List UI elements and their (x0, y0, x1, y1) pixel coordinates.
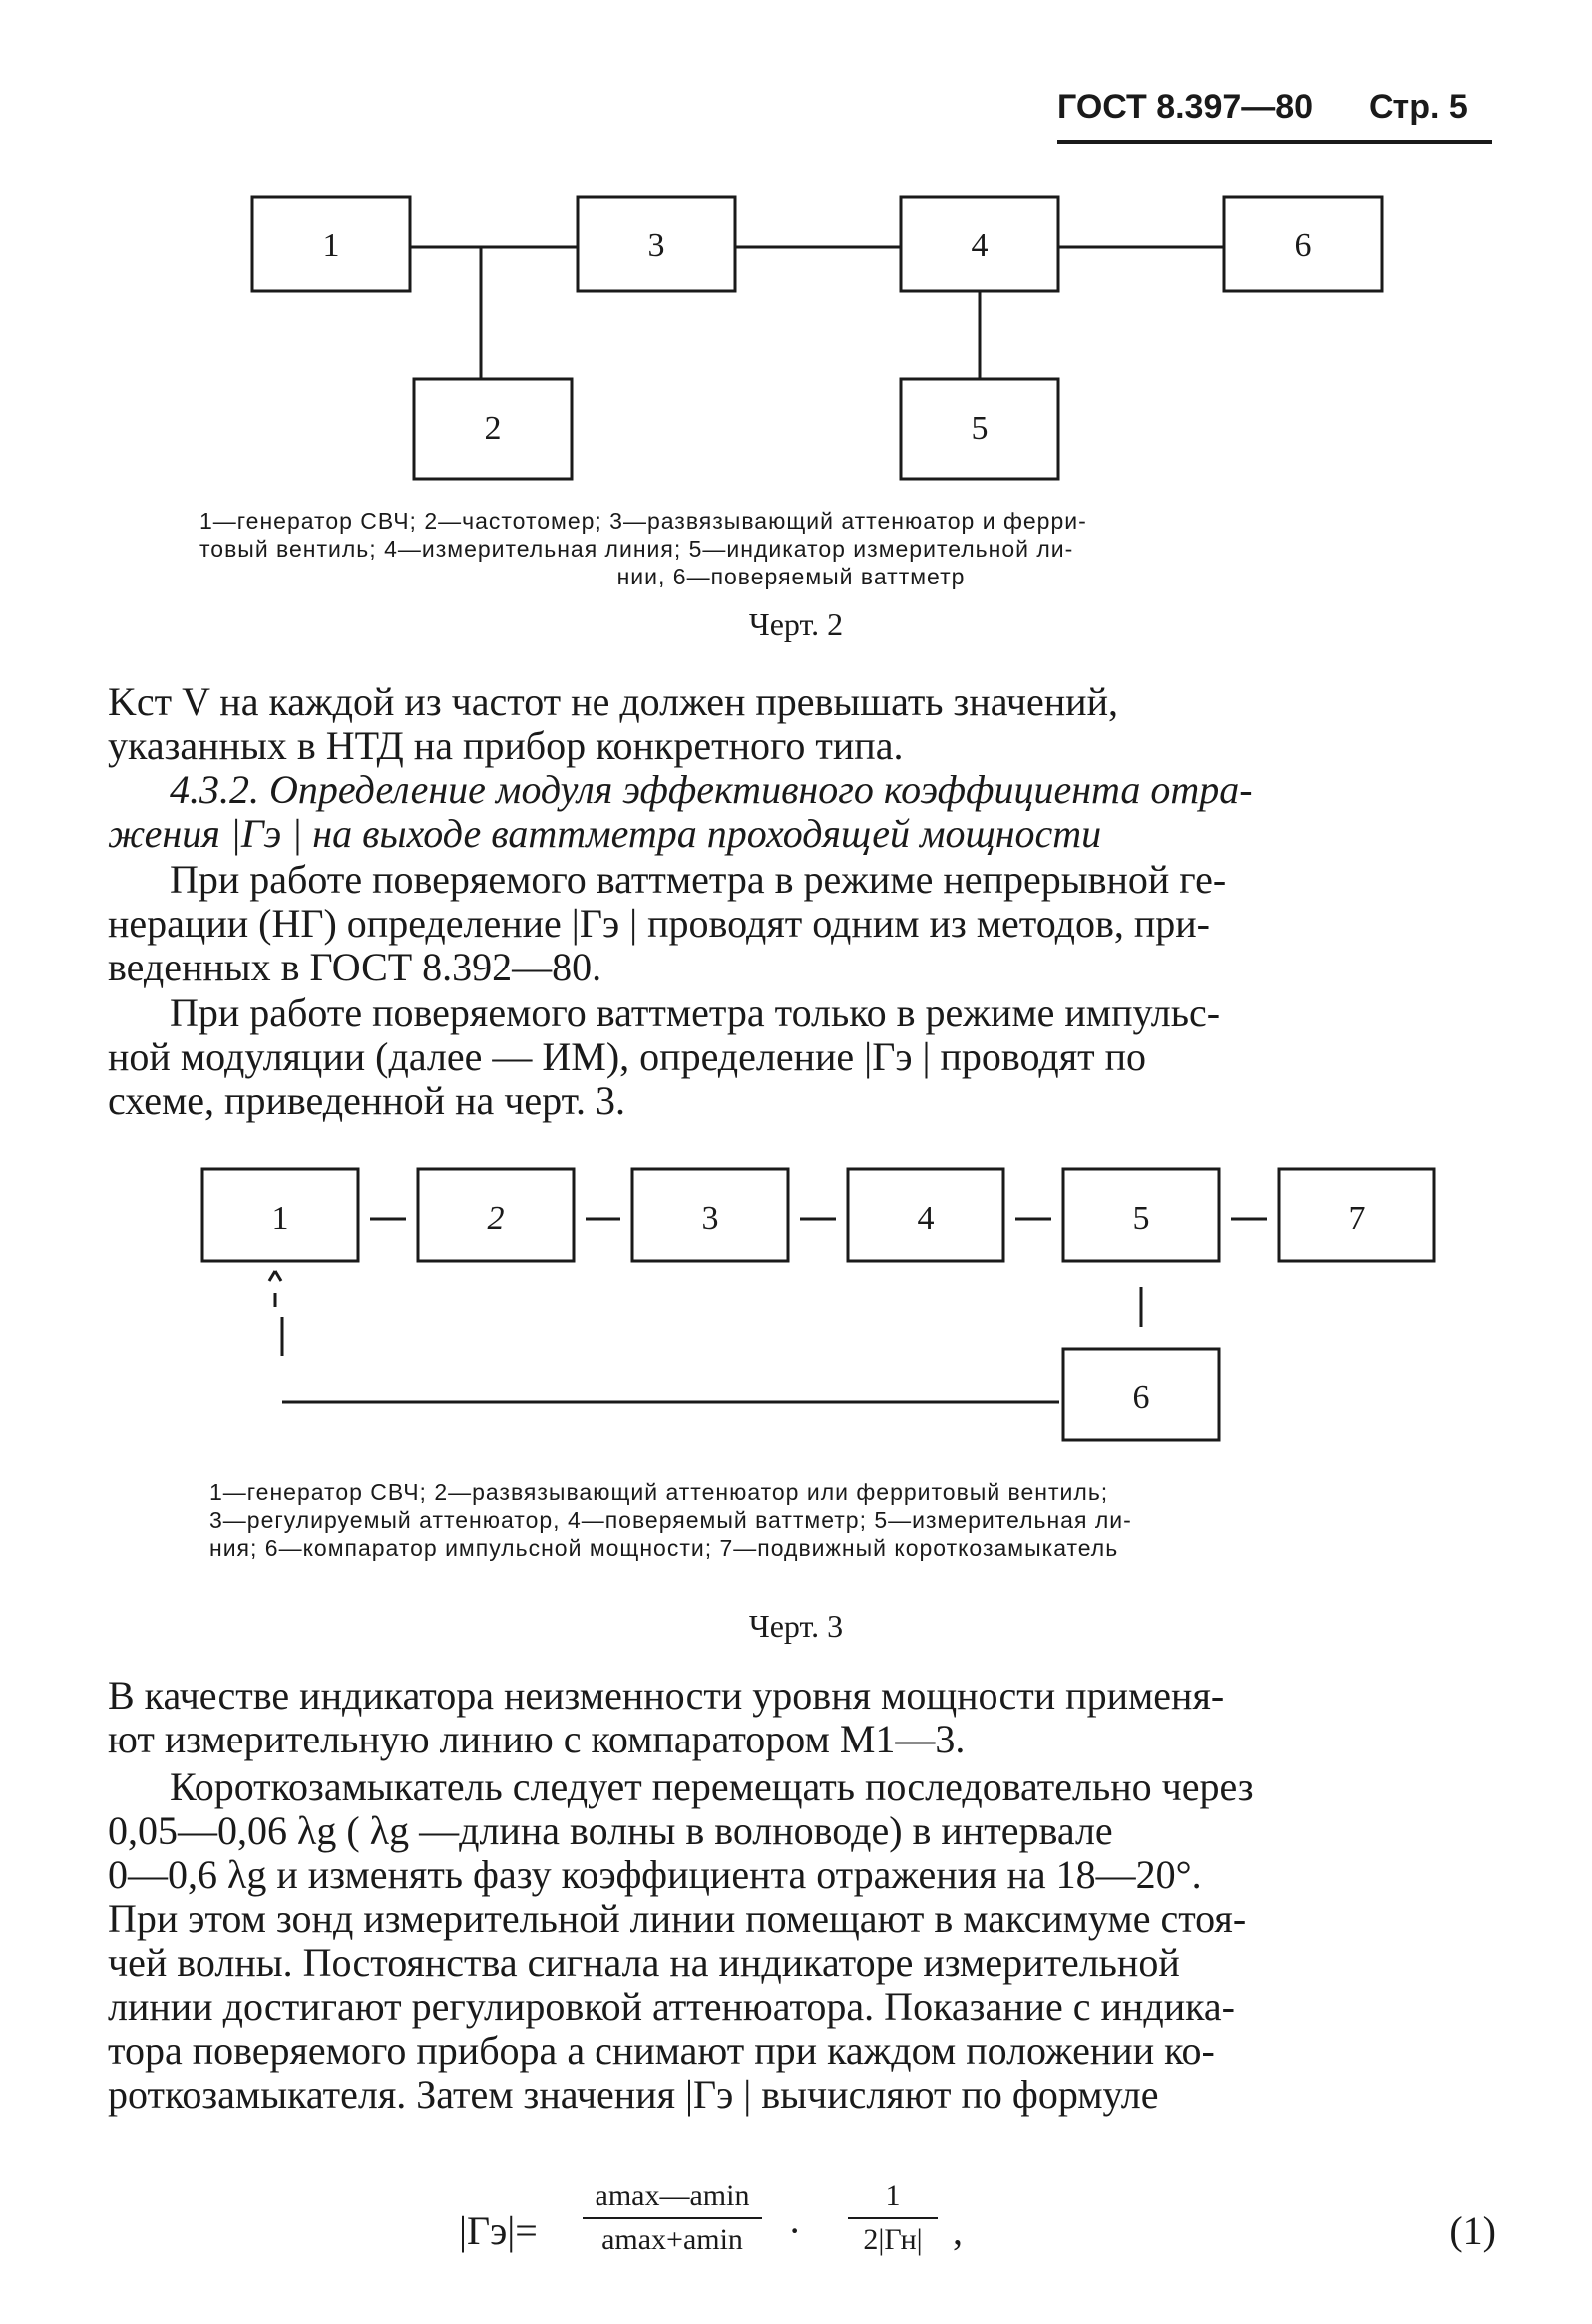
fig3-arrow-head-left (269, 1271, 275, 1281)
figure-3-caption (209, 1478, 1377, 1562)
formula-1 (459, 2179, 1496, 2289)
text-line: ют измерительную линию с компаратором М1—3. (108, 1717, 966, 1761)
formula-fraction-1 (583, 2179, 762, 2257)
text-line: Kст V на каждой из частот не должен превышать значений, (108, 679, 1118, 724)
text-line: веденных в ГОСТ 8.392—80. (108, 945, 602, 989)
section-4-3-2 (108, 768, 1492, 856)
caption-line: 3—регулируемый аттенюатор, 4—поверяемый ваттметр; 5—измерительная ли- (209, 1507, 1132, 1533)
paragraph-short-circuit (108, 1765, 1492, 2117)
formula-numerator-1: amax—amin (583, 2179, 762, 2219)
text-line: нерации (НГ) определение |Гэ | проводят одним из методов, при- (108, 901, 1210, 946)
figure-3-label: Черт. 3 (748, 1608, 844, 1644)
text-line: При работе поверяемого ваттметра в режиме непрерывной ге- (170, 857, 1227, 902)
paragraph-kst (108, 680, 1492, 768)
section-heading-line: жения |Гэ | на выходе ваттметра проходящей мощности (108, 811, 1102, 856)
formula-numerator-2: 1 (848, 2179, 938, 2219)
fig2-label-4: 4 (971, 227, 989, 264)
text-line: ной модуляции (далее — ИМ), определение |Гэ | проводят по (108, 1034, 1146, 1079)
text-line: При работе поверяемого ваттметра только в режиме импульс- (170, 990, 1221, 1035)
text-line: схеме, приведенной на черт. 3. (108, 1078, 626, 1123)
fig2-label-5: 5 (971, 410, 989, 447)
text-line: 0—0,6 λg и изменять фазу коэффициента отражения на 18—20°. (108, 1852, 1202, 1897)
fig3-label-3: 3 (701, 1200, 719, 1237)
text-line: чей волны. Постоянства сигнала на индикаторе измерительной (108, 1940, 1180, 1985)
figure-3-diagram (0, 1127, 1592, 1466)
fig3-label-4: 4 (917, 1200, 935, 1237)
caption-line: товый вентиль; 4—измерительная линия; 5—индикатор измерительной ли- (199, 536, 1074, 562)
text-line: Короткозамыкатель следует перемещать последовательно через (170, 1764, 1254, 1809)
text-line: роткозамыкателя. Затем значения |Гэ | вычисляют по формуле (108, 2072, 1159, 2117)
caption-line: 1—генератор СВЧ; 2—частотомер; 3—развязывающий аттенюатор и ферри- (199, 508, 1087, 534)
caption-line: нии, 6—поверяемый ваттметр (616, 564, 966, 589)
text-line: тора поверяемого прибора a снимают при каждом положении ко- (108, 2028, 1215, 2073)
text-line: В качестве индикатора неизменности уровня мощности применя- (108, 1673, 1225, 1718)
page-number: Стр. 5 (1369, 88, 1468, 126)
caption-line: 1—генератор СВЧ; 2—развязывающий аттенюатор или ферритовый вентиль; (209, 1479, 1109, 1505)
formula-denominator-1: amax+amin (601, 2223, 743, 2256)
fig3-label-7: 7 (1348, 1200, 1366, 1237)
figure-2-diagram (0, 180, 1592, 499)
fig2-label-1: 1 (322, 227, 340, 264)
figure-2-label: Черт. 2 (748, 606, 844, 642)
formula-lhs: |Гэ|= (459, 2208, 538, 2253)
fig2-label-2: 2 (484, 410, 502, 447)
text-line: линии достигают регулировкой аттенюатора. Показание с индика- (108, 1984, 1235, 2029)
formula-comma: , (953, 2208, 963, 2253)
paragraph-indicator (108, 1674, 1492, 1761)
fig2-label-3: 3 (647, 227, 665, 264)
caption-line: ния; 6—компаратор импульсной мощности; 7—подвижный короткозамыкатель (209, 1535, 1119, 1561)
text-line: 0,05—0,06 λg ( λg —длина волны в волноводе) в интервале (108, 1808, 1113, 1853)
text-line: указанных в НТД на прибор конкретного типа. (108, 723, 904, 768)
page-header (1057, 88, 1476, 140)
fig3-arrow-head-right (275, 1271, 281, 1281)
figure-2-caption (199, 507, 1383, 590)
formula-dot: · (788, 2208, 802, 2253)
fig3-label-2: 2 (487, 1200, 505, 1237)
paragraph-im (108, 991, 1492, 1123)
fig2-label-6: 6 (1294, 227, 1312, 264)
formula-denominator-2: 2|Гн| (863, 2223, 923, 2256)
paragraph-ng (108, 858, 1492, 989)
equation-number: (1) (1449, 2208, 1496, 2253)
formula-fraction-2 (848, 2179, 938, 2257)
fig3-label-5: 5 (1132, 1200, 1150, 1237)
fig3-label-1: 1 (271, 1200, 289, 1237)
header-rule (1057, 140, 1492, 144)
standard-number: ГОСТ 8.397—80 (1057, 88, 1314, 126)
text-line: При этом зонд измерительной линии помещают в максимуме стоя- (108, 1896, 1247, 1941)
fig3-label-6: 6 (1132, 1379, 1150, 1416)
section-heading-line: 4.3.2. Определение модуля эффективного коэффициента отра- (170, 767, 1253, 812)
